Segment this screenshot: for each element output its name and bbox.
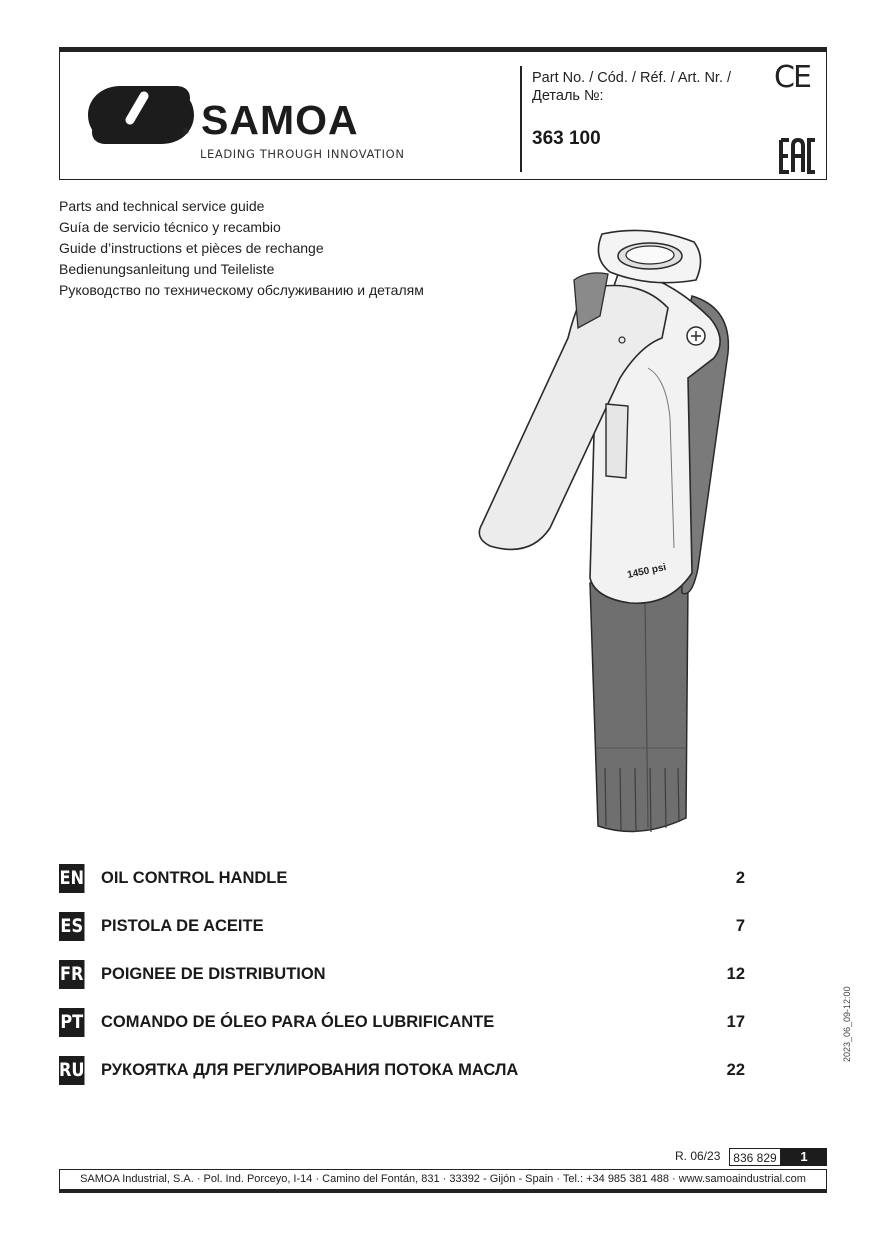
toc-row-fr[interactable]	[59, 960, 759, 989]
pressure-marking: 1450 psi	[626, 561, 668, 581]
toc-row-en[interactable]	[59, 864, 759, 893]
toc-row-es[interactable]	[59, 912, 759, 941]
toc-page-number: 17	[726, 1013, 745, 1031]
eac-mark-icon	[779, 138, 817, 174]
toc-page-number: 12	[726, 965, 745, 983]
page-number: 1	[781, 1148, 827, 1166]
toc-title: OIL CONTROL HANDLE	[101, 869, 288, 887]
footer	[59, 1169, 827, 1193]
header-box	[59, 47, 827, 180]
revision-label: R. 06/23	[675, 1149, 721, 1163]
toc-title: POIGNEE DE DISTRIBUTION	[101, 965, 326, 983]
lang-badge-pt: PT	[59, 1008, 85, 1037]
toc-row-pt[interactable]	[59, 1008, 759, 1037]
toc-page-number: 2	[735, 869, 745, 887]
header-divider	[520, 66, 522, 172]
samoa-swoosh-icon	[86, 80, 196, 150]
part-number-label: Part No. / Cód. / Réf. / Art. Nr. / Деталь №:	[532, 70, 732, 104]
toc-title: РУКОЯТКА ДЛЯ РЕГУЛИРОВАНИЯ ПОТОКА МАСЛА	[101, 1061, 519, 1079]
toc-title: COMANDO DE ÓLEO PARA ÓLEO LUBRIFICANTE	[101, 1013, 495, 1031]
part-number: 363 100	[532, 128, 601, 149]
ce-mark-icon: CE	[774, 60, 810, 95]
toc-row-ru[interactable]	[59, 1056, 759, 1085]
guide-title-en: Parts and technical service guide	[59, 198, 265, 214]
lang-badge-ru: RU	[59, 1056, 85, 1085]
toc-page-number: 22	[726, 1061, 745, 1079]
brand-name: SAMOA	[201, 97, 359, 143]
document-number: 836 829	[729, 1148, 781, 1166]
samoa-logo	[60, 52, 520, 177]
toc-page-number: 7	[735, 917, 745, 935]
lang-badge-es: ES	[59, 912, 85, 941]
toc-title: PISTOLA DE ACEITE	[101, 917, 264, 935]
oil-control-handle-illustration	[470, 228, 740, 843]
lang-badge-fr: FR	[59, 960, 85, 989]
guide-title-fr: Guide d’instructions et pièces de rechange	[59, 240, 324, 256]
guide-title-ru: Руководство по техническому обслуживанию и деталям	[59, 282, 424, 298]
date-stamp: 2023_06_09-12:00	[842, 986, 852, 1062]
guide-title-es: Guía de servicio técnico y recambio	[59, 219, 281, 235]
registered-mark: ®	[183, 127, 189, 136]
guide-titles	[59, 196, 424, 301]
guide-title-de: Bedienungsanleitung und Teileliste	[59, 261, 275, 277]
brand-tagline: LEADING THROUGH INNOVATION	[200, 147, 405, 161]
lang-badge-en: EN	[59, 864, 85, 893]
company-address: SAMOA Industrial, S.A. · Pol. Ind. Porceyo, I-14 · Camino del Fontán, 831 · 33392 - Gijón - Spain · Tel.: +34 985 381 488 · www.samoaindustrial.com	[80, 1173, 806, 1185]
